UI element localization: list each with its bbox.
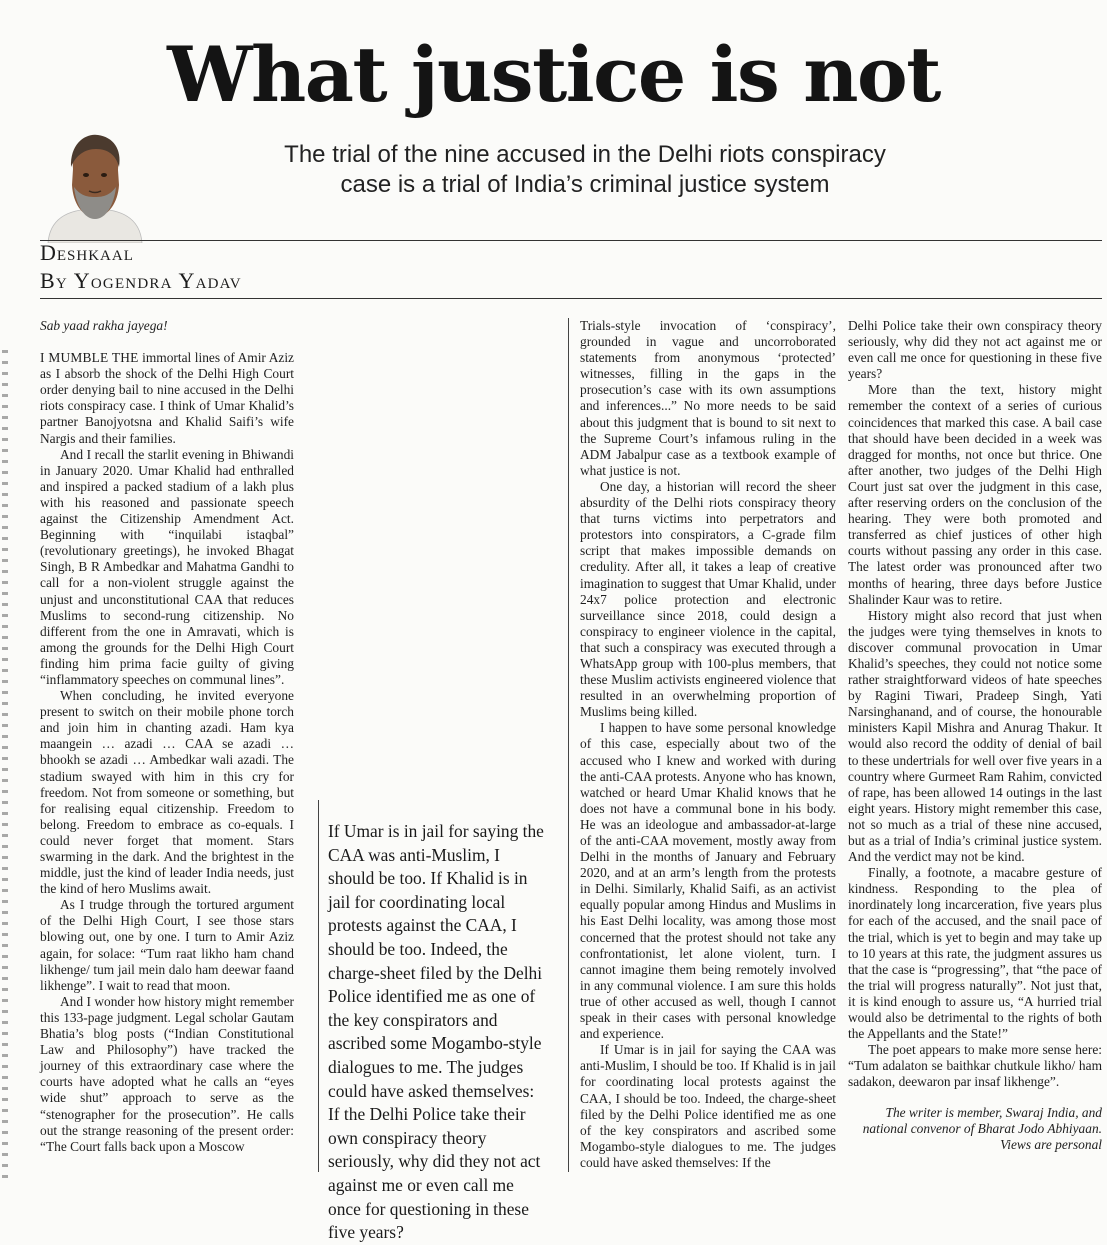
author-portrait (40, 125, 150, 243)
byline: By Yogendra Yadav (40, 268, 242, 293)
pull-quote-rule (318, 800, 319, 1172)
pull-quote: If Umar is in jail for saying the CAA was anti-Muslim, I should be too. If Khalid is in jail for coordinating local protests against the CAA, I should be too. Indeed, the charge-sheet filed by the Delhi Police identified me as one of the key conspirators and ascribed some Mogambo-style dialogues to me. The judges could have asked themselves: If the Delhi Police take their own conspiracy theory seriously, why did they not act against me or even call me once for questioning in these five years? (328, 821, 544, 1243)
column-rule (568, 318, 569, 1172)
rule-bottom (40, 298, 1102, 299)
lead-in: I MUMBLE THE (40, 350, 139, 366)
deck-line: The trial of the nine accused in the Delhi riots conspiracy (284, 141, 886, 168)
headline: What justice is not (167, 30, 940, 119)
paragraph: Delhi Police take their own conspiracy theory seriously, why did they not act against me or even call me once for questioning in these five years? (848, 318, 1102, 382)
paragraph: And I wonder how history might remember this 133-page judgment. Legal scholar Gautam Bhatia’s blog posts (“Indian Constitutional Law and Philosophy”) have tracked the journey of this extraordinary case where the courts have adopted what he calls an “eyes wide shut” approach to serve as the “stenographer for the prosecution”. He calls out the strange reasoning of the present order: “The Court falls back upon a Moscow (40, 993, 294, 1154)
paragraph: Finally, a footnote, a macabre gesture of kindness. Responding to the plea of inordinately long incarceration, five years plus for each of the accused, and the snail pace of the trial, which is yet to begin and may take up to 10 years at this rate, the judgment assures us that the case is “progressing”, that “the pace of the trial will progress naturally”. Not just that, it is kind enough to assure us, “A hurried trial would also be detrimental to the rights of both the Appellants and the State!” (848, 865, 1102, 1042)
rule-top (40, 240, 1102, 241)
epigraph: Sab yaad rakha jayega! (40, 318, 168, 333)
paragraph: I MUMBLE THE immortal lines of Amir Aziz as I absorb the shock of the Delhi High Court order denying bail to nine accused in the Delhi riots conspiracy case. I think of Umar Khalid’s partner Banojyotsna and Khalid Saifi’s wife Nargis and their families. (40, 350, 294, 446)
paragraph: I happen to have some personal knowledge of this case, especially about two of the accused who I knew and worked with during the anti-CAA protests. Anyone who has known, watched or heard Umar Khalid knows that he does not have a communal bone in his body. He was an ideologue and ambassador-at-large of the anti-CAA movement, mostly away from Delhi in the months of January and February 2020, and at an arm’s length from the protests in Delhi. Similarly, Khalid Saifi, as an activist equally popular among Hindus and Muslims in his East Delhi locality, was among those most concerned that the protest should not take any confrontationist, let alone violent, turn. I cannot imagine them being remotely involved in any communal violence. I am sure this holds true of other accused as well, though I cannot speak in their cases with personal knowledge and experience. (580, 720, 836, 1042)
paragraph: If Umar is in jail for saying the CAA was anti-Muslim, I should be too. If Khalid is in jail for coordinating local protests against the CAA, I should be too. Indeed, the charge-sheet filed by the Delhi Police identified me as one of the key conspirators and ascribed some Mogambo-style dialogues to me. The judges could have asked themselves: If the (580, 1042, 836, 1170)
paragraph: As I trudge through the tortured argument of the Delhi High Court, I see those stars blowing out, one by one. I turn to Amir Aziz again, for solace: “Tum raat likho ham chand likhenge/ tum jail mein dalo ham deewar faand likhenge”. I wait to read that moon. (40, 897, 294, 993)
article-column-1 (40, 318, 294, 1155)
article-column-4 (848, 318, 1102, 1153)
column-name: Deshkaal (40, 240, 134, 265)
deck-line: case is a trial of India’s criminal justice system (340, 171, 830, 198)
paragraph: One day, a historian will record the sheer absurdity of the Delhi riots conspiracy theory that turns victims into perpetrators and protestors into conspirators, a C-grade film script that makes impossible demands on credulity. After all, it takes a leap of creative imagination to suggest that Umar Khalid, under 24x7 police protection and electronic surveillance since 2018, could design a conspiracy to engineer violence in the capital, that such a conspiracy was executed through a WhatsApp group with 100-plus members, that these Muslim activists engineered violence that resulted in an overwhelming proportion of Muslims being killed. (580, 478, 836, 720)
paragraph: Trials-style invocation of ‘conspiracy’, grounded in vague and uncorroborated statements from anonymous ‘protected’ witnesses, filling in the gaps in the prosecution’s case with its own assumptions and inferences...” No more needs to be said about this judgment that is bound to sit next to the Supreme Court’s infamous ruling in the ADM Jabalpur case as a textbook example of what justice is not. (580, 318, 836, 478)
paragraph: When concluding, he invited everyone present to switch on their mobile phone torch and join him in chanting azadi. Ham kya maangein … azadi … CAA se azadi … bhookh se azadi … Ambedkar wali azadi. The stadium swayed with him in this cry for freedom. Not from someone or something, but for realising equal citizenship. Freedom to belong. Freedom to embrace as co-equals. I could never forget that moment. Stars swarming in the dark. And the brightest in the middle, just the kind of leader India needs, just the kind of hero Muslims await. (40, 688, 294, 897)
paragraph: And I recall the starlit evening in Bhiwandi in January 2020. Umar Khalid had enthralled and inspired a packed stadium of a lakh plus with his reasoned and passionate speech against the Citizenship Amendment Act. Beginning with “inquilabi istaqbal” (revolutionary greetings), he invoked Bhagat Singh, B R Ambedkar and Mahatma Gandhi to call for a non-violent struggle against the unjust and unconstitutional CAA that reduces Muslims to second-rung citizenship. No different from the one in Amravati, which is among the grounds for the Delhi High Court finding him prima facie guilty of giving “inflammatory speeches on communal lines”. (40, 446, 294, 687)
author-note: The writer is member, Swaraj India, and national convenor of Bharat Jodo Abhiyaan. Views are personal (862, 1104, 1102, 1152)
paragraph: More than the text, history might remember the context of a series of curious coincidences that marked this case. A bail case that should have been decided in a week was dragged for months, not once but thrice. One after another, two judges of the Delhi High Court just sat over the judgment in this case, after reserving orders on the conclusion of the hearing. They were both promoted and transferred as chief justices of other high courts without passing any order in this case. The latest order was pronounced after two months of hearing, three days before Justice Shalinder Kaur was to retire. (848, 382, 1102, 607)
paragraph: History might also record that just when the judges were tying themselves in knots to discover communal provocation in Umar Khalid’s speeches, they could not notice some rather straightforward videos of hate speeches by Ragini Tiwari, Pradeep Singh, Yati Narsinghanand, and of course, the honourable ministers Kapil Mishra and Anurag Thakur. It would also record the oddity of denial of bail to these undertrials for well over five years in a country where Gurmeet Ram Rahim, convicted of rape, has been allowed 14 outings in the last eight years. History might remember this case, not so much as a trial of these nine accused, but as a trial of India’s criminal justice system. And the verdict may not be kind. (848, 607, 1102, 865)
adjacent-page-edge (2, 350, 8, 1180)
deck (260, 140, 910, 200)
article-column-3 (580, 318, 836, 1171)
paragraph: The poet appears to make more sense here: “Tum adalaton se baithkar chutkule likho/ ham sadakon, deewaron par insaf likhenge”. (848, 1042, 1102, 1090)
